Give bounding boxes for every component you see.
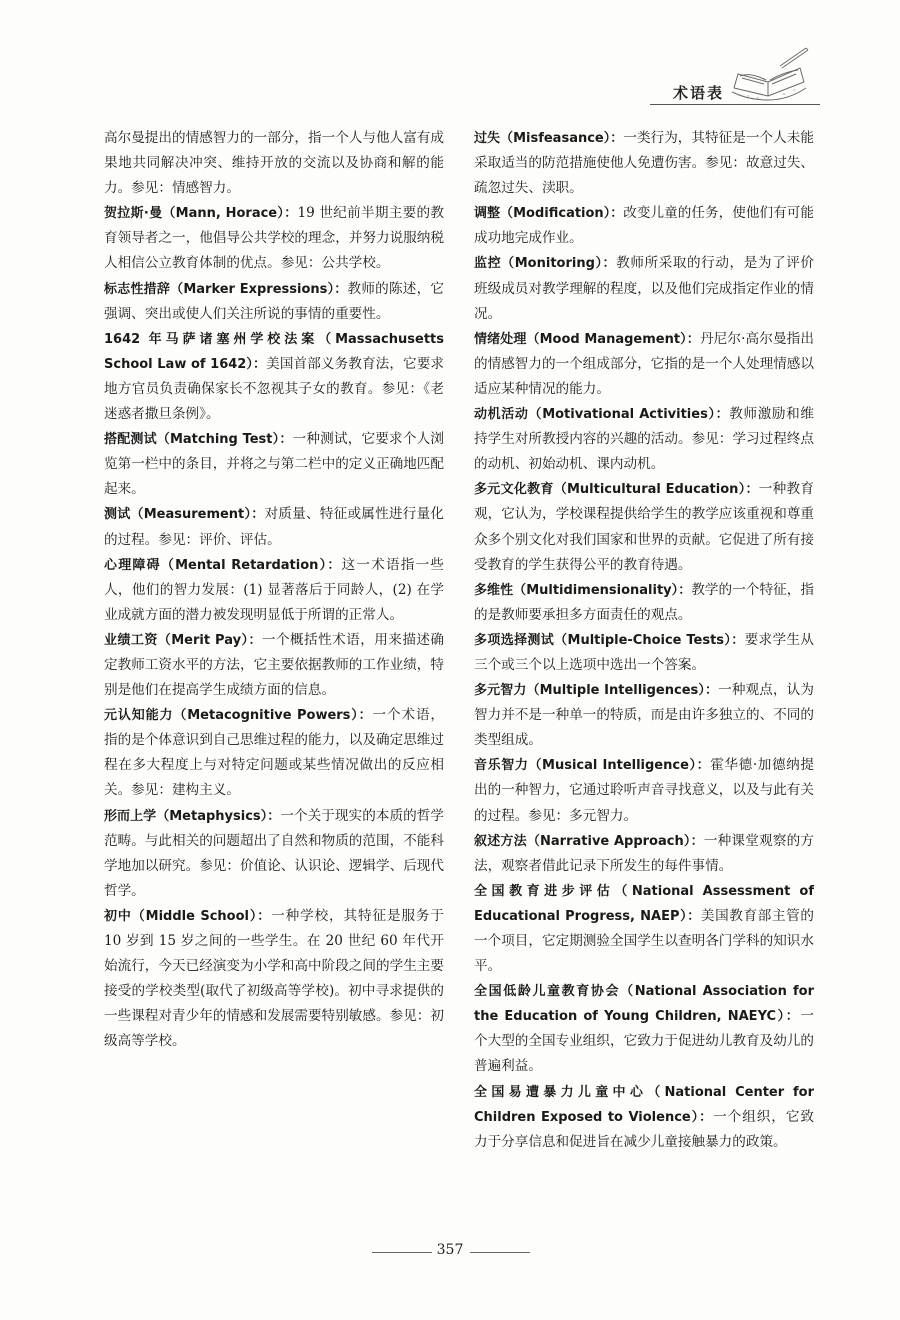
footer-ornament-left — [372, 1252, 432, 1253]
entry-term: 形而上学（Metaphysics）： — [104, 808, 281, 824]
entry-term: 情绪处理（Mood Management）： — [474, 331, 700, 347]
entry-definition: 一种课堂观察的方法，观察者借此记录下所发生的每件事情。 — [474, 832, 815, 874]
glossary-entry — [474, 678, 814, 753]
entry-term: 业绩工资（Merit Pay）： — [104, 632, 262, 648]
entry-term: 音乐智力（Musical Intelligence）： — [474, 758, 711, 774]
entry-definition: 教师的陈述，它强调、突出或使人们关注所说的事情的重要性。 — [104, 280, 445, 322]
glossary-entry — [104, 628, 444, 703]
glossary-entry — [104, 703, 444, 803]
glossary-entry — [474, 1080, 814, 1155]
entry-definition: 一个概括性术语，用来描述确定教师工资水平的方法，它主要依据教师的工作业绩，特别是他们在提高学生成绩方面的信息。 — [104, 631, 445, 699]
glossary-entry — [474, 979, 814, 1079]
entry-definition: 丹尼尔·高尔曼指出的情感智力的一个组成部分，它指的是一个人处理情感以适应某种情况的能力。 — [474, 330, 814, 397]
entry-term: 元认知能力（Metacognitive Powers）： — [104, 708, 373, 724]
entry-term: 初中（Middle School）： — [104, 908, 272, 924]
open-book-icon — [728, 44, 810, 106]
glossary-entry — [474, 327, 814, 402]
entry-term: 测试（Measurement）： — [104, 507, 265, 523]
entry-definition: 教学的一个特征，指的是教师要承担多方面责任的观点。 — [474, 581, 814, 623]
entry-term: 贺拉斯·曼（Mann, Horace）： — [104, 206, 298, 222]
entry-term: 多维性（Multidimensionality）： — [474, 582, 692, 598]
glossary-entry — [474, 753, 814, 828]
glossary-entry — [104, 804, 444, 904]
entry-term: 心理障碍（Mental Retardation）： — [104, 557, 342, 573]
glossary-entry — [474, 578, 814, 628]
glossary-entry — [474, 402, 814, 477]
entry-definition: 改变儿童的任务，使他们有可能成功地完成作业。 — [474, 205, 815, 247]
entry-term: 全国易遭暴力儿童中心（National Center for Children Exposed to Violence）： — [474, 1084, 814, 1125]
entry-definition: 一个关于现实的本质的哲学范畴。与此相关的问题超出了自然和物质的范围，不能科学地加以研究。参见：价值论、认识论、逻辑学、后现代哲学。 — [104, 807, 445, 899]
page-number: 357 — [436, 1242, 464, 1258]
entry-definition: 一种测试，它要求个人浏览第一栏中的条目，并将之与第二栏中的定义正确地匹配起来。 — [104, 431, 445, 498]
footer-ornament-right — [470, 1252, 530, 1253]
entry-definition: 这一术语指一些人，他们的智力发展：(1) 显著落后于同龄人，(2) 在学业成就方面的潜力被发现明显低于所谓的正常人。 — [104, 556, 444, 623]
running-header — [640, 60, 820, 104]
entry-definition: 美国教育部主管的一个项目，它定期测验全国学生以查明各门学科的知识水平。 — [474, 907, 814, 975]
entry-term: 监控（Monitoring）： — [474, 256, 617, 272]
entry-definition: 一种教育观，它认为，学校课程提供给学生的教学应该重视和尊重众多个别文化对我们国家和世界的贡献。它促进了所有接受教育的学生获得公平的教育待遇。 — [474, 481, 814, 573]
glossary-entry — [474, 879, 814, 979]
glossary-entry — [474, 829, 814, 879]
entry-definition: 霍华德·加德纳提出的一种智力，它通过聆听声音寻找意义，以及与此有关的过程。参见：多元智力。 — [474, 757, 814, 824]
entry-term: 动机活动（Motivational Activities）： — [474, 407, 730, 423]
entry-term: 全国低龄儿童教育协会（National Association for the Education of Young Children, NAEYC）： — [474, 984, 814, 1025]
entry-term: 全国教育进步评估（National Assessment of Educational Progress, NAEP）： — [474, 883, 814, 924]
entry-term: 调整（Modification）： — [474, 206, 624, 222]
entry-definition: 一个组织，它致力于分享信息和促进旨在减少儿童接触暴力的政策。 — [474, 1108, 815, 1150]
page-footer — [0, 1240, 900, 1264]
entry-definition: 对质量、特征或属性进行量化的过程。参见：评价、评估。 — [104, 506, 444, 548]
entry-definition: 一种观点，认为智力并不是一种单一的特质，而是由许多独立的、不同的类型组成。 — [474, 682, 814, 749]
left-column — [104, 126, 444, 1054]
entry-definition: 一类行为，其特征是一个人未能采取适当的防范措施使他人免遭伤害。参见：故意过失、疏忽过失、渎职。 — [474, 130, 814, 197]
glossary-entry — [474, 477, 814, 577]
glossary-entry — [104, 126, 444, 201]
glossary-entry — [104, 553, 444, 628]
glossary-entry — [104, 502, 444, 552]
section-label: 术语表 — [672, 84, 724, 102]
glossary-entry — [104, 327, 444, 427]
entry-definition: 美国首部义务教育法，它要求地方官员负责确保家长不忽视其子女的教育。参见：《老迷惑者撒旦条例》。 — [104, 355, 445, 423]
glossary-entry — [474, 628, 814, 678]
glossary-entry — [104, 427, 444, 502]
glossary-entry — [104, 201, 444, 276]
entry-definition: 教师所采取的行动，是为了评价班级成员对教学理解的程度，以及他们完成指定作业的情况。 — [474, 255, 814, 322]
right-column — [474, 126, 814, 1155]
glossary-entry — [474, 251, 814, 326]
entry-term: 过失（Misfeasance）： — [474, 131, 624, 146]
entry-term: 叙述方法（Narrative Approach）： — [474, 833, 704, 849]
entry-definition: 教师激励和维持学生对所教授内容的兴趣的活动。参见：学习过程终点的动机、初始动机、课内动机。 — [474, 406, 814, 473]
entry-term: 多元智力（Multiple Intelligences）： — [474, 683, 719, 699]
glossary-entry — [104, 277, 444, 327]
glossary-entry — [474, 126, 814, 201]
entry-definition: 一个大型的全国专业组织，它致力于促进幼儿教育及幼儿的普遍利益。 — [474, 1008, 814, 1075]
entry-definition: 19 世纪前半期主要的教育领导者之一，他倡导公共学校的理念，并努力说服纳税人相信公立教育体制的优点。参见：公共学校。 — [104, 205, 444, 272]
entry-definition: 高尔曼提出的情感智力的一部分，指一个人与他人富有成果地共同解决冲突、维持开放的交流以及协商和解的能力。参见：情感智力。 — [104, 130, 444, 197]
entry-term: 标志性措辞（Marker Expressions）： — [104, 281, 348, 297]
entry-term: 搭配测试（Matching Test）： — [104, 432, 293, 448]
entry-term: 1642 年马萨诸塞州学校法案（Massachusetts School Law of 1642）： — [104, 331, 444, 372]
entry-definition: 一个术语，指的是个体意识到自己思维过程的能力，以及确定思维过程在多大程度上与对特定问题或某些情况做出的反应相关。参见：建构主义。 — [104, 707, 445, 799]
entry-term: 多元文化教育（Multicultural Education）： — [474, 482, 759, 498]
entry-definition: 一种学校，其特征是服务于 10 岁到 15 岁之间的一些学生。在 20 世纪 60 年代开始流行，今天已经演变为小学和高中阶段之间的学生主要接受的学校类型(取代了初级高等学校)。初中寻求提供的一些课程对青少年的情感和发展需要特别敏感。参见：初级高等学校。 — [104, 907, 444, 1050]
glossary-entry — [104, 904, 444, 1055]
entry-term: 多项选择测试（Multiple-Choice Tests）： — [474, 632, 745, 648]
glossary-entry — [474, 201, 814, 251]
entry-definition: 要求学生从三个或三个以上选项中选出一个答案。 — [474, 631, 815, 673]
